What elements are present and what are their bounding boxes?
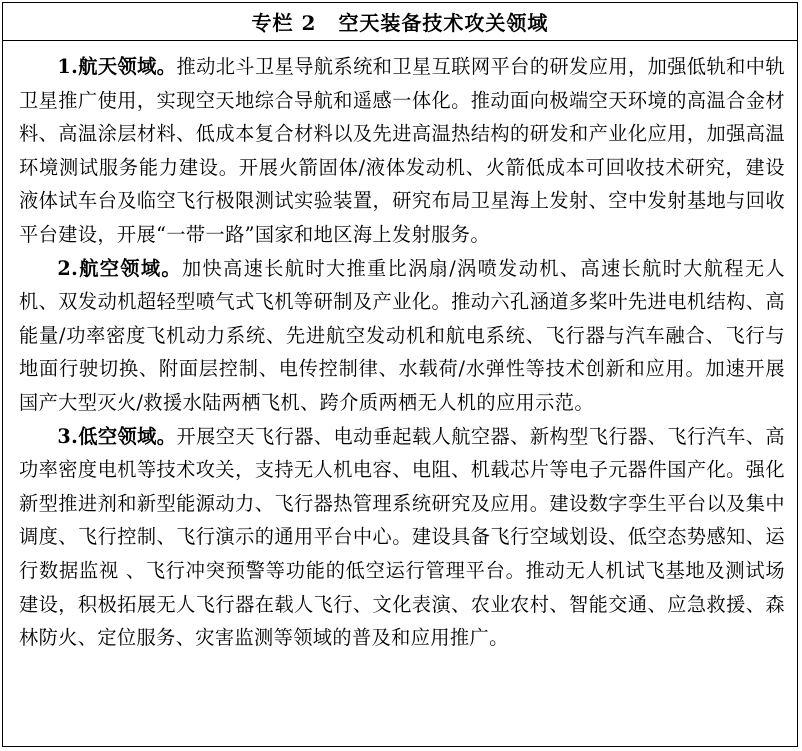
section-text: 开展空天飞行器、电动垂起载人航空器、新构型飞行器、飞行汽车、高功率密度电机等技术攻关，支持无人机电容、电阻、机载芯片等电子元器件国产化。强化新型推进剂和新型能源动力、飞行器热管理系统研究及应用。建设数字孪生平台以及集中调度、飞行控制、飞行演示的通用平台中心。建设具备飞行空域划设、低空态势感知、运行数据监视 、飞行冲突预警等功能的低空运行管理平台。推动无人机试飞基地及测试场建设，积极拓展无人飞行器在载人飞行、文化表演、农业农村、智能交通、应急救援、森林防火、定位服务、灾害监测等领域的普及和应用推广。 (19, 424, 785, 650)
section-aerospace (19, 50, 785, 252)
section-text: 加快高速长航时大推重比涡扇/涡喷发动机、高速长航时大航程无人机、双发动机超轻型喷气式飞机等研制及产业化。推动六孔涵道多桨叶先进电机结构、高能量/功率密度飞机动力系统、先进航空发动机和航电系统、飞行器与汽车融合、飞行与地面行驶切换、附面层控制、电传控制律、水载荷/水弹性等技术创新和应用。加速开展国产大型灭火/救援水陆两栖飞机、跨介质两栖无人机的应用示范。 (19, 256, 785, 414)
section-heading: 1.航天领域。 (57, 55, 177, 78)
column-title: 空天装备技术攻关领域 (338, 11, 549, 35)
box-content (3, 41, 797, 655)
section-low-altitude (19, 420, 785, 655)
box-header (3, 3, 797, 41)
section-aviation (19, 252, 785, 420)
feature-box (2, 2, 798, 747)
column-label: 专栏 2 (251, 11, 317, 35)
section-heading: 2.航空领域。 (57, 256, 182, 280)
section-heading: 3.低空领域。 (57, 424, 177, 448)
section-text: 推动北斗卫星导航系统和卫星互联网平台的研发应用，加强低轨和中轨卫星推广使用，实现空天地综合导航和遥感一体化。推动面向极端空天环境的高温合金材料、高温涂层材料、低成本复合材料以及先进高温热结构的研发和产业化应用，加强高温环境测试服务能力建设。开展火箭固体/液体发动机、火箭低成本可回收技术研究，建设液体试车台及临空飞行极限测试实验装置，研究布局卫星海上发射、空中发射基地与回收平台建设，开展“一带一路”国家和地区海上发射服务。 (19, 55, 785, 246)
